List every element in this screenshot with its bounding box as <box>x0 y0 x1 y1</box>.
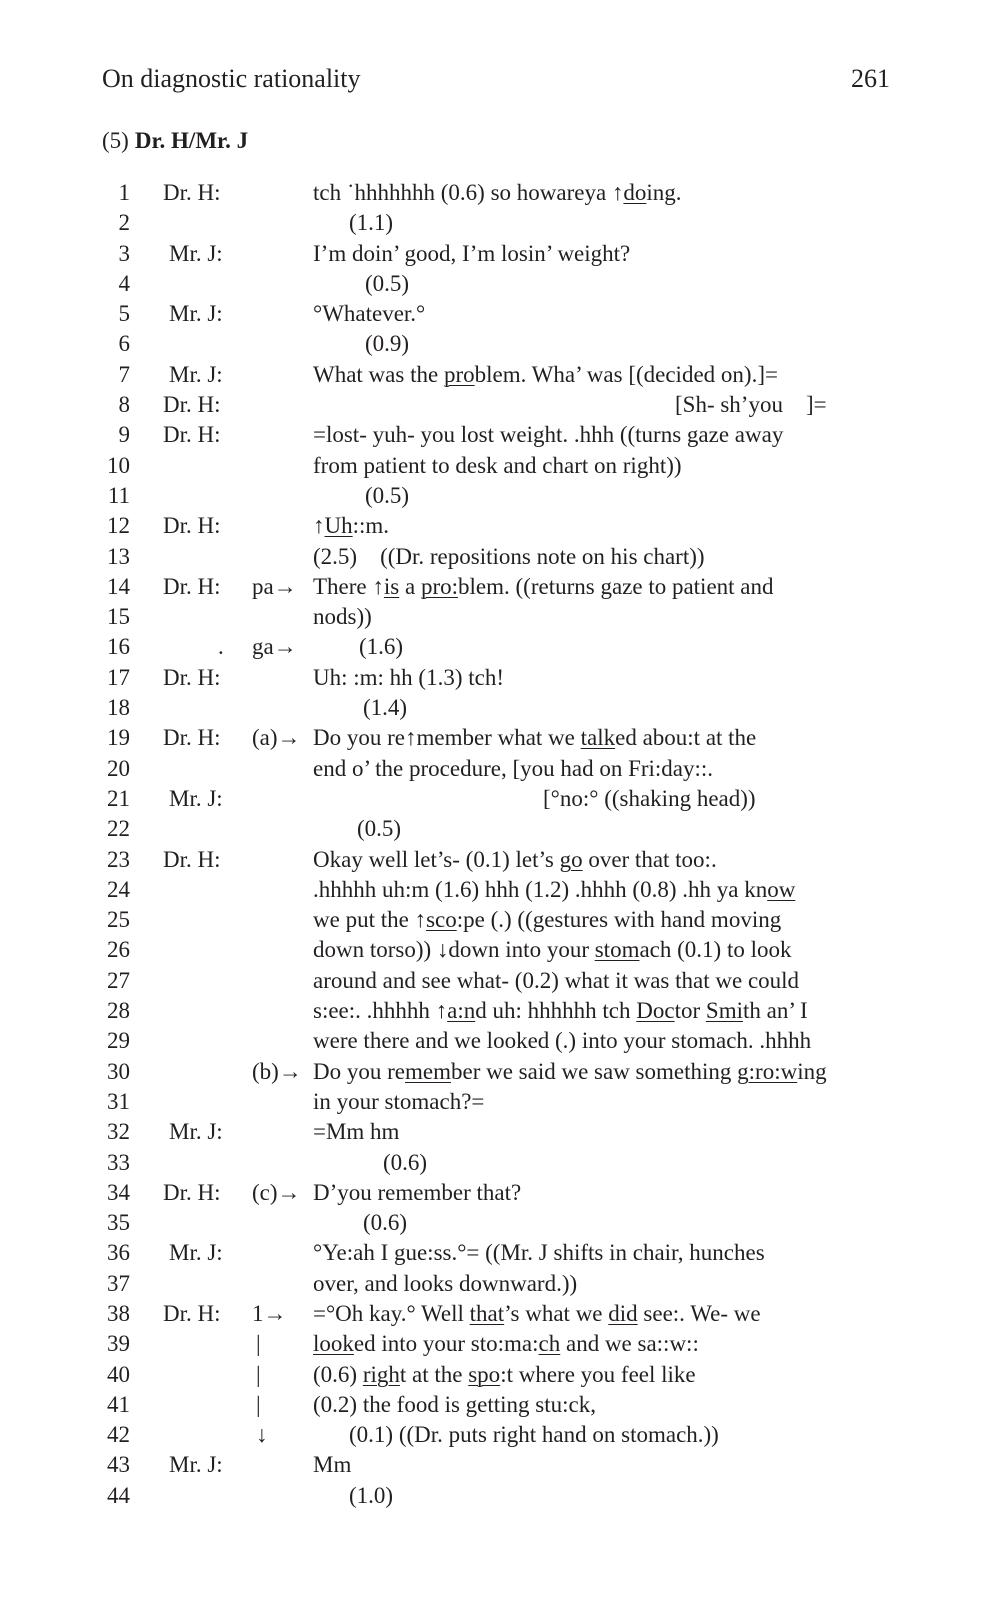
analytic-arrow: ↓ <box>256 1422 268 1448</box>
utterance-segment: [°no:° ((shaking head)) <box>543 785 756 811</box>
speaker-label: Dr. H: <box>163 422 221 448</box>
line-number: 29 <box>107 1028 130 1054</box>
line-number: 23 <box>107 846 130 872</box>
speaker-label: Dr. H: <box>163 1300 221 1326</box>
line-number: 14 <box>107 573 130 599</box>
transcript-line <box>0 178 988 208</box>
utterance-segment: =Mm hm <box>313 1119 400 1145</box>
stressed-segment: that <box>469 1300 505 1326</box>
line-number: 5 <box>118 301 130 327</box>
utterance-segment: (1.4) <box>363 695 408 721</box>
utterance-segment: ::m. <box>352 513 390 539</box>
analytic-arrow: (b)→ <box>252 1058 302 1084</box>
transcript-line <box>0 481 988 511</box>
transcript-line <box>0 1329 988 1359</box>
transcript-line <box>0 905 988 935</box>
transcript-line <box>0 1360 988 1390</box>
line-number: 13 <box>107 543 130 569</box>
running-title: On diagnostic rationality <box>102 64 361 93</box>
utterance-segment: (0.5) <box>365 270 410 296</box>
transcript-line <box>0 663 988 693</box>
utterance <box>313 1238 765 1268</box>
utterance <box>313 754 713 784</box>
line-number: 8 <box>118 392 130 418</box>
transcript-line <box>0 269 988 299</box>
stressed-segment: mem <box>404 1058 451 1084</box>
utterance <box>349 1481 393 1511</box>
utterance-segment: Do you re <box>313 1058 405 1084</box>
transcript-line <box>0 1148 988 1178</box>
line-number: 4 <box>118 270 130 296</box>
transcript-line <box>0 1390 988 1420</box>
utterance-segment: d uh: hhhhhh tch <box>475 998 637 1024</box>
analytic-arrow: | <box>256 1331 261 1357</box>
stressed-segment: did <box>608 1300 638 1326</box>
transcript-line <box>0 966 988 996</box>
utterance <box>313 966 799 996</box>
utterance-segment: ’s what we <box>504 1300 609 1326</box>
utterance <box>313 572 774 602</box>
utterance-segment: (0.6) <box>313 1361 363 1387</box>
line-number: 44 <box>107 1482 130 1508</box>
utterance <box>349 1420 719 1450</box>
transcript-line <box>0 390 988 420</box>
transcript-line <box>0 1450 988 1480</box>
line-number: 22 <box>107 816 130 842</box>
example-participants: Dr. H/Mr. J <box>134 128 249 153</box>
utterance <box>313 511 389 541</box>
line-number: 39 <box>107 1331 130 1357</box>
stressed-segment: pro <box>443 361 475 387</box>
utterance-segment: tch ˙hhhhhhh (0.6) so howareya ↑ <box>313 180 624 205</box>
utterance-segment: :pe (.) ((gestures with hand moving <box>456 907 782 933</box>
stressed-segment: do <box>623 180 647 205</box>
transcript-line <box>0 329 988 359</box>
analytic-arrow: (c)→ <box>252 1179 301 1205</box>
utterance <box>313 845 717 875</box>
speaker-label: Dr. H: <box>163 573 221 599</box>
utterance <box>313 905 781 935</box>
utterance-segment: (0.2) the food is getting stu:ck, <box>313 1391 596 1417</box>
utterance-segment: Okay well let’s- (0.1) let’s <box>313 846 560 872</box>
utterance-segment: Mm <box>313 1452 352 1478</box>
utterance-segment: =°Oh kay.° Well <box>313 1300 470 1326</box>
utterance-segment: over that too:. <box>582 846 717 872</box>
utterance <box>313 663 504 693</box>
line-number: 17 <box>107 664 130 690</box>
utterance <box>313 723 756 753</box>
transcript-line <box>0 996 988 1026</box>
utterance-segment: .hhhhh uh:m (1.6) hhh (1.2) .hhhh (0.8) .hh ya kn <box>313 876 768 902</box>
speaker-label: Dr. H: <box>163 1179 221 1205</box>
analytic-arrow: | <box>256 1361 261 1387</box>
utterance-segment: from patient to desk and chart on right)) <box>313 452 682 478</box>
transcript-line <box>0 723 988 753</box>
analytic-arrow: | <box>256 1391 261 1417</box>
speaker-label: Mr. J: <box>169 240 223 266</box>
utterance-segment: (0.9) <box>365 331 410 357</box>
running-head <box>102 64 890 98</box>
line-number: 24 <box>107 876 130 902</box>
utterance <box>313 299 425 329</box>
transcript-line <box>0 754 988 784</box>
utterance <box>675 390 827 420</box>
utterance <box>365 269 409 299</box>
speaker-label: Dr. H: <box>163 513 221 539</box>
line-number: 36 <box>107 1240 130 1266</box>
stressed-segment: Doc <box>636 998 675 1024</box>
utterance <box>313 996 808 1026</box>
stressed-segment: g:ro:w <box>737 1058 798 1084</box>
stressed-segment: Smi <box>705 998 743 1024</box>
utterance <box>313 602 372 632</box>
line-number: 42 <box>107 1422 130 1448</box>
stressed-segment: talk <box>580 725 616 751</box>
line-number: 35 <box>107 1210 130 1236</box>
speaker-label: Mr. J: <box>169 785 223 811</box>
analytic-arrow: ga→ <box>252 634 297 660</box>
utterance <box>365 481 409 511</box>
utterance-segment: were there and we looked (.) into your stomach. .hhhh <box>313 1028 812 1054</box>
utterance-segment: [Sh- sh’you ]= <box>675 392 827 418</box>
transcript-line <box>0 632 988 662</box>
line-number: 9 <box>118 422 130 448</box>
utterance <box>313 542 705 572</box>
utterance <box>313 1390 596 1420</box>
stressed-segment: sco <box>426 907 457 933</box>
utterance-segment: nods)) <box>313 604 372 630</box>
speaker-label: Mr. J: <box>169 361 223 387</box>
line-number: 38 <box>107 1300 130 1326</box>
speaker-label: . <box>218 634 224 660</box>
utterance-segment: blem. Wha’ was [(decided on).]= <box>474 361 778 387</box>
line-number: 34 <box>107 1179 130 1205</box>
transcript-line <box>0 208 988 238</box>
utterance <box>313 1329 699 1359</box>
utterance-segment: end o’ the procedure, [you had on Fri:day::. <box>313 755 714 781</box>
utterance-segment: s:ee:. .hhhhh ↑ <box>313 998 448 1024</box>
speaker-label: Dr. H: <box>163 725 221 751</box>
transcript-line <box>0 239 988 269</box>
utterance <box>365 329 409 359</box>
stressed-segment: righ <box>362 1361 400 1387</box>
utterance-segment: ↑ <box>313 513 325 539</box>
utterance-segment: down torso)) ↓down into your <box>313 937 595 963</box>
utterance <box>313 178 682 208</box>
speaker-label: Dr. H: <box>163 664 221 690</box>
analytic-arrow: pa→ <box>252 573 297 599</box>
utterance <box>359 632 403 662</box>
utterance-segment: th an’ I <box>742 998 808 1024</box>
utterance-segment: and we sa::w:: <box>560 1331 699 1357</box>
transcript-line <box>0 1420 988 1450</box>
transcript-line <box>0 420 988 450</box>
line-number: 32 <box>107 1119 130 1145</box>
utterance-segment: I’m doin’ good, I’m losin’ weight? <box>313 240 631 266</box>
transcript-line <box>0 693 988 723</box>
utterance-segment: (0.6) <box>363 1210 408 1236</box>
line-number: 3 <box>118 240 130 266</box>
stressed-segment: look <box>313 1331 354 1357</box>
line-number: 40 <box>107 1361 130 1387</box>
speaker-label: Mr. J: <box>169 1452 223 1478</box>
line-number: 20 <box>107 755 130 781</box>
utterance-segment: (2.5) ((Dr. repositions note on his chart)) <box>313 543 705 569</box>
analytic-arrow: (a)→ <box>252 725 301 751</box>
utterance <box>313 1178 521 1208</box>
utterance-segment: Uh: :m: hh (1.3) tch! <box>313 664 504 690</box>
speaker-label: Mr. J: <box>169 301 223 327</box>
utterance-segment: °Ye:ah I gue:ss.°= ((Mr. J shifts in chair, hunches <box>313 1240 765 1266</box>
line-number: 10 <box>107 452 130 478</box>
utterance <box>313 1057 827 1087</box>
example-number: (5) <box>102 128 129 153</box>
utterance-segment: (1.1) <box>349 210 394 236</box>
transcript-line <box>0 1026 988 1056</box>
speaker-label: Dr. H: <box>163 846 221 872</box>
stressed-segment: go <box>559 846 583 872</box>
utterance-segment: ed abou:t at the <box>615 725 757 751</box>
stressed-segment: spo <box>468 1361 501 1387</box>
utterance-segment: (1.6) <box>359 634 404 660</box>
utterance <box>543 784 756 814</box>
utterance <box>313 360 778 390</box>
transcript-line <box>0 511 988 541</box>
utterance <box>383 1148 427 1178</box>
line-number: 11 <box>107 482 130 508</box>
transcript-line <box>0 814 988 844</box>
utterance-segment: Do you re↑member what we <box>313 725 581 751</box>
utterance <box>313 1299 761 1329</box>
stressed-segment: Uh <box>324 513 353 539</box>
utterance <box>313 420 783 450</box>
line-number: 25 <box>107 907 130 933</box>
utterance-segment: (0.5) <box>365 482 410 508</box>
utterance <box>313 935 791 965</box>
utterance-segment: see:. We- we <box>637 1300 761 1326</box>
line-number: 26 <box>107 937 130 963</box>
utterance-segment: in your stomach?= <box>313 1088 485 1114</box>
speaker-label: Mr. J: <box>169 1119 223 1145</box>
transcript-line <box>0 451 988 481</box>
line-number: 27 <box>107 967 130 993</box>
stressed-segment: pro: <box>420 573 459 599</box>
utterance-segment: over, and looks downward.)) <box>313 1270 578 1296</box>
transcript-line <box>0 875 988 905</box>
stressed-segment: stom <box>594 937 640 963</box>
transcript-line <box>0 1238 988 1268</box>
line-number: 21 <box>107 785 130 811</box>
utterance <box>313 1360 696 1390</box>
utterance-segment: tor <box>674 998 706 1024</box>
utterance <box>313 239 630 269</box>
utterance-segment: we put the ↑ <box>313 907 427 933</box>
line-number: 6 <box>118 331 130 357</box>
line-number: 7 <box>118 361 130 387</box>
utterance-segment: around and see what- (0.2) what it was that we could <box>313 967 800 993</box>
utterance-segment: (0.5) <box>357 816 402 842</box>
stressed-segment: a:n <box>447 998 476 1024</box>
transcript <box>0 178 988 1511</box>
line-number: 15 <box>107 604 130 630</box>
utterance-segment: (0.1) ((Dr. puts right hand on stomach.)) <box>349 1422 719 1448</box>
example-label <box>102 128 248 154</box>
stressed-segment: is <box>383 573 400 599</box>
utterance <box>313 451 682 481</box>
transcript-line <box>0 572 988 602</box>
utterance <box>313 1269 577 1299</box>
utterance <box>363 1208 407 1238</box>
transcript-line <box>0 1208 988 1238</box>
transcript-line <box>0 1481 988 1511</box>
line-number: 19 <box>107 725 130 751</box>
utterance-segment: t at the <box>399 1361 469 1387</box>
utterance-segment: ach (0.1) to look <box>639 937 792 963</box>
line-number: 1 <box>118 180 130 205</box>
utterance <box>313 1117 399 1147</box>
transcript-line <box>0 1269 988 1299</box>
utterance <box>357 814 401 844</box>
line-number: 16 <box>107 634 130 660</box>
line-number: 28 <box>107 998 130 1024</box>
utterance <box>313 1026 811 1056</box>
speaker-label: Mr. J: <box>169 1240 223 1266</box>
speaker-label: Dr. H: <box>163 180 221 205</box>
utterance-segment: =lost- yuh- you lost weight. .hhh ((turns gaze away <box>313 422 784 448</box>
transcript-line <box>0 1117 988 1147</box>
utterance-segment: ber we said we saw something <box>450 1058 738 1084</box>
line-number: 2 <box>118 210 130 236</box>
transcript-line <box>0 935 988 965</box>
line-number: 37 <box>107 1270 130 1296</box>
line-number: 41 <box>107 1391 130 1417</box>
analytic-arrow: 1→ <box>252 1300 287 1326</box>
line-number: 30 <box>107 1058 130 1084</box>
transcript-line <box>0 1057 988 1087</box>
utterance <box>313 1087 484 1117</box>
stressed-segment: ch <box>538 1331 561 1357</box>
transcript-line <box>0 845 988 875</box>
utterance <box>313 875 795 905</box>
line-number: 31 <box>107 1088 130 1114</box>
line-number: 18 <box>107 695 130 721</box>
utterance <box>313 1450 351 1480</box>
line-number: 33 <box>107 1149 130 1175</box>
transcript-line <box>0 360 988 390</box>
page-number: 261 <box>851 64 890 93</box>
utterance-segment: D’you remember that? <box>313 1179 522 1205</box>
stressed-segment: ow <box>767 876 796 902</box>
transcript-line <box>0 299 988 329</box>
utterance <box>363 693 407 723</box>
transcript-line <box>0 784 988 814</box>
utterance-segment: (0.6) <box>383 1149 428 1175</box>
transcript-line <box>0 1299 988 1329</box>
utterance-segment: ed into your sto:ma: <box>353 1331 539 1357</box>
line-number: 12 <box>107 513 130 539</box>
utterance-segment: ing. <box>646 180 682 205</box>
transcript-line <box>0 1087 988 1117</box>
utterance-segment: (1.0) <box>349 1482 394 1508</box>
utterance-segment: :t where you feel like <box>500 1361 696 1387</box>
transcript-line <box>0 1178 988 1208</box>
utterance-segment: What was the <box>313 361 444 387</box>
utterance-segment: °Whatever.° <box>313 301 426 327</box>
transcript-line <box>0 602 988 632</box>
transcript-line <box>0 542 988 572</box>
utterance-segment: ing <box>797 1058 827 1084</box>
utterance-segment: a <box>399 573 421 599</box>
speaker-label: Dr. H: <box>163 392 221 418</box>
utterance-segment: There ↑ <box>313 573 384 599</box>
utterance <box>349 208 393 238</box>
line-number: 43 <box>107 1452 130 1478</box>
utterance-segment: blem. ((returns gaze to patient and <box>458 573 774 599</box>
